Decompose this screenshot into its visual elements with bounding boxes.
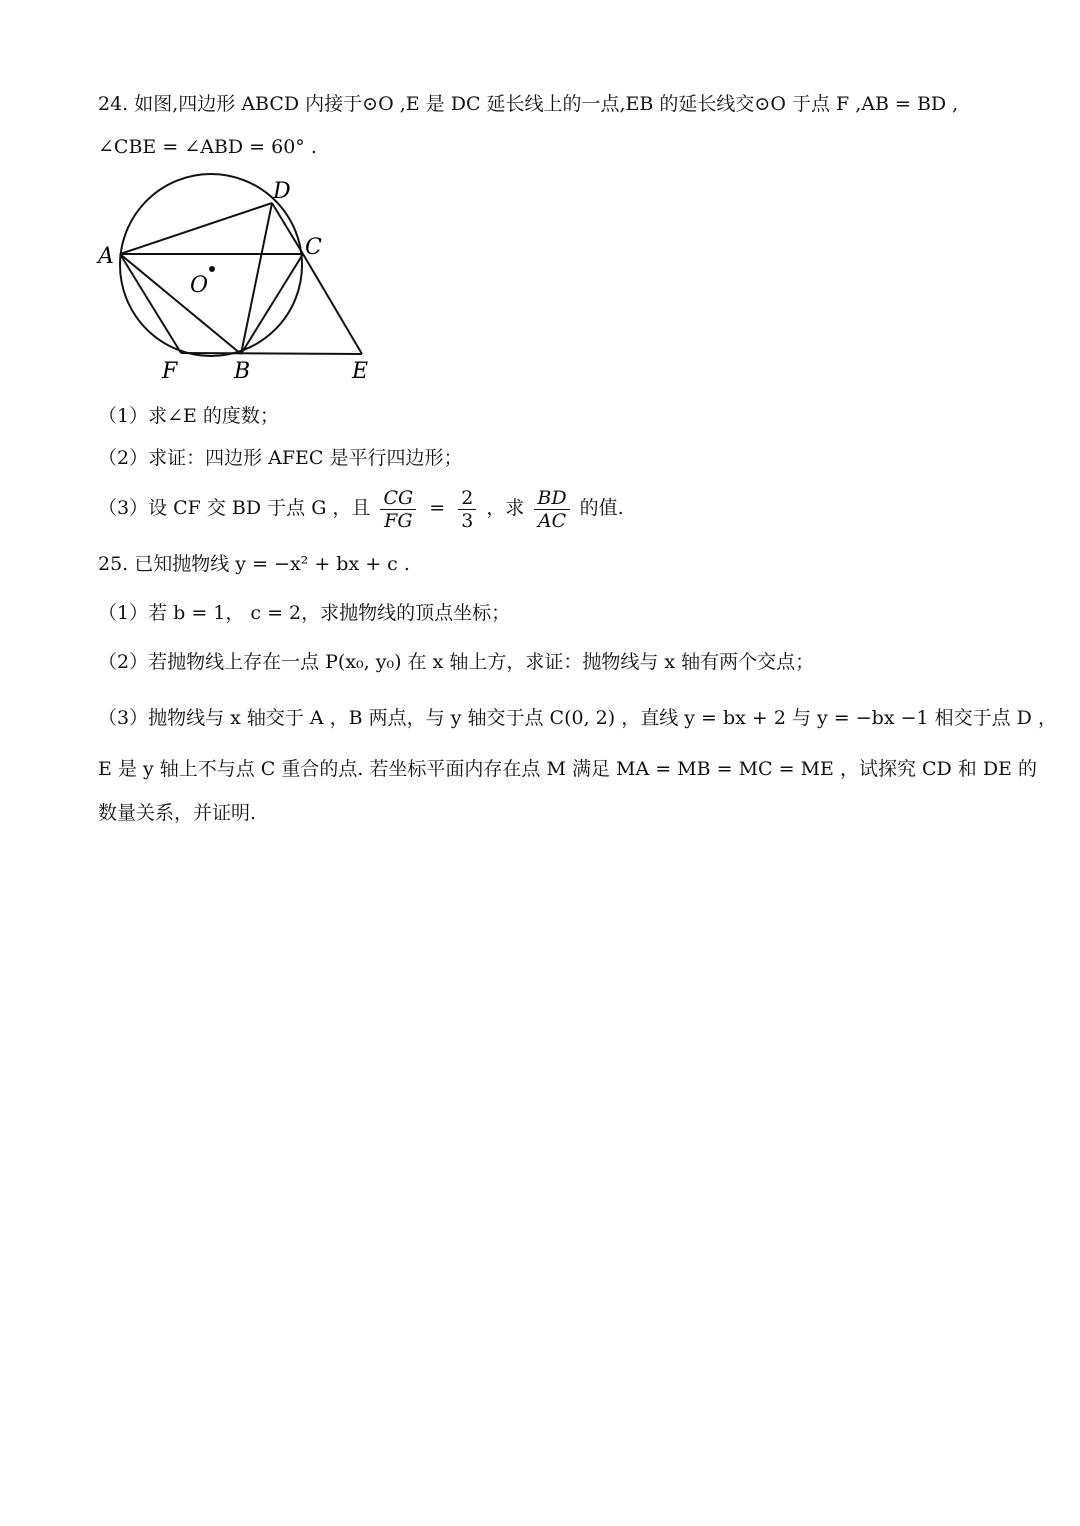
q24-part3-text-a: （3）设 CF 交 BD 于点 G ，且 — [98, 497, 371, 519]
q25-part1: （1）若 b = 1， c = 2，求抛物线的顶点坐标； — [98, 602, 511, 624]
fraction-cg-fg: $\frac{CG}{FG}$ — [380, 487, 416, 532]
q24-part3-text-b: ，求 — [486, 497, 525, 519]
q24-part3-text-c: 的值. — [579, 497, 624, 519]
label-b: B — [234, 359, 251, 384]
center-dot — [209, 266, 215, 272]
label-c: C — [305, 235, 322, 260]
segment-ad — [120, 203, 272, 254]
label-a: A — [98, 244, 114, 269]
segment-dc — [272, 203, 303, 254]
fraction-bd-ac: $\frac{BD}{AC}$ — [534, 487, 569, 532]
label-f: F — [162, 359, 178, 384]
q25-part3-line2: E 是 y 轴上不与点 C 重合的点. 若坐标平面内存在点 M 满足 MA = MB = MC = ME ，试探究 CD 和 DE 的 — [98, 758, 1037, 780]
q24-part3 — [98, 480, 990, 536]
q25-stem: 25. 已知抛物线 y = −x² + bx + c . — [98, 553, 410, 575]
q25-part2: （2）若抛物线上存在一点 P(x₀, y₀) 在 x 轴上方，求证：抛物线与 x 轴有两个交点； — [98, 651, 815, 673]
q24-geometry-figure — [90, 168, 390, 386]
segment-ce — [303, 254, 362, 354]
fraction-two-thirds: $\frac{2}{3}$ — [458, 487, 476, 532]
q25-part3-line3: 数量关系，并证明. — [98, 802, 257, 824]
equals-sign: = — [429, 497, 446, 519]
q24-part1: （1）求∠E 的度数； — [98, 405, 279, 427]
q25-part3-line1: （3）抛物线与 x 轴交于 A ，B 两点，与 y 轴交于点 C(0, 2) ，直线 y = bx + 2 与 y = −bx −1 相交于点 D ， — [98, 707, 1057, 729]
segment-db — [241, 203, 272, 354]
q24-part2: （2）求证：四边形 AFEC 是平行四边形； — [98, 447, 463, 469]
segment-ab — [120, 254, 241, 354]
label-o: O — [190, 273, 209, 298]
label-d: D — [273, 179, 291, 204]
q24-stem-line1: 24. 如图,四边形 ABCD 内接于⊙O ,E 是 DC 延长线上的一点,EB 的延长线交⊙O 于点 F ,AB = BD , — [98, 93, 959, 115]
q24-stem-line2: ∠CBE = ∠ABD = 60° . — [98, 136, 317, 158]
segment-fe — [181, 353, 362, 354]
label-e: E — [352, 359, 369, 384]
